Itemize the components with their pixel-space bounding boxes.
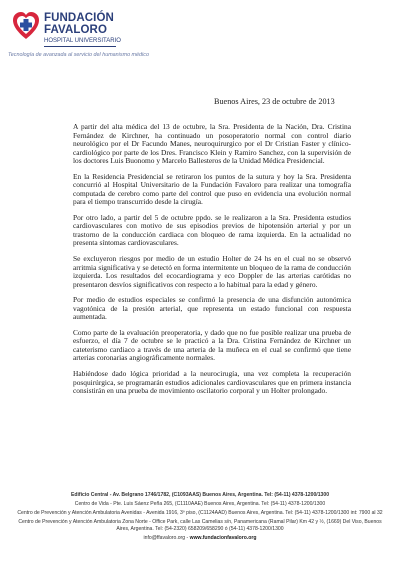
letter-body xyxy=(73,123,351,403)
paragraph: A partir del alta médica del 13 de octubre, la Sra. Presidenta de la Nación, Dra. Cristina Fernández de Kirchner, ha continuado un posoperatorio normal con control diario neurológico por el Dr Facundo Manes, neuroquirurgico por el Dr Cristian Faster y clínico-cardiológico por parte de los Dres. Francisco Klein y Ramiro Sanchez, con la supervisión de los doctores Luis Buonomo y Marcelo Ballesteros de la Unidad Médica Presidencial. xyxy=(73,122,351,165)
footer-website-link[interactable]: www.fundacionfavaloro.org xyxy=(189,535,257,542)
footer-contact xyxy=(8,534,392,543)
paragraph: Como parte de la evaluación preoperatoria, y dado que no fue posible realizar una prueba de esfuerzo, el día 7 de octubre se le practicó a la Dra. Cristina Fernández de Kirchner un cateterismo cardiaco a través de una arteria de la muñeca en el cual se confirmó que tiene arterias coronarias angiográficamente normales. xyxy=(73,327,351,363)
letter-date: Buenos Aires, 23 de octubre de 2013 xyxy=(214,97,335,106)
footer-address-central: Edificio Central - Av. Belgrano 1746/1782, (C1093AAS) Buenos Aires, Argentina. Tel: (54-11) 4378-1200/1300 xyxy=(70,492,330,498)
organization-name-line2: FAVALORO xyxy=(44,24,107,36)
footer-separator: - xyxy=(185,535,190,542)
letter-footer xyxy=(8,491,392,543)
paragraph: Se excluyeron riesgos por medio de un estudio Holter de 24 hs en el cual no se observó arritmia significativa y se detectó en forma intermitente un bloqueo de la rama de conducción izquierda. Los resultados del ecocardiograma y eco Doppler de las arterias carótidas no presentaron desvíos significativos con respecto a lo habitual para la edad y género. xyxy=(73,254,351,289)
footer-address-prevencion: Centro de Prevención y Atención Ambulatoria Avenidas - Avenida 1916, 3º piso, (C1124AAD) Buenos Aires, Argentina. Tel: (54-11) 4378-1200/1300 int: 7900 al 32 xyxy=(17,509,383,516)
organization-subtitle: HOSPITAL UNIVERSITARIO xyxy=(44,38,121,44)
organization-name xyxy=(44,12,114,36)
tagline: Tecnología de avanzada al servicio del humanismo médico xyxy=(8,52,149,58)
footer-address-zona-norte: Centro de Prevención y Atención Ambulatoria Zona Norte - Office Park, calle Las Camelias s/n, Panamericana (Ramal Pilar) Km 42 y ½, (1669) Del Viso, Buenos Aires, Argentina. Tel: (54-2320) 658209/658290 ó (54-11) 4378-1200/1300 xyxy=(18,518,382,532)
paragraph: Habiéndose dado lógica prioridad a la neurocirugía, una vez completa la recuperación posquirúrgica, se programarán estudios adicionales cardiovasculares que en primera instancia consistirán en una prueba de movimiento oscilatorio corporal y un Holter prolongado. xyxy=(73,369,351,396)
header-divider xyxy=(44,46,116,47)
footer-email-link[interactable]: info@ffavaloro.org xyxy=(143,535,186,542)
paragraph: En la Residencia Presidencial se retiraron los puntos de la sutura y hoy la Sra. Presidenta concurrió al Hospital Universitario de la Fundación Favaloro para realizar una tomografía computada de cerebro como parte del control que puso en evidencia una evolución normal para el tiempo transcurrido desde la cirugía. xyxy=(73,171,351,207)
paragraph: Por medio de estudios especiales se confirmó la presencia de una disfunción autonómica vagotónica de la presión arterial, que representa un estado funcional con respuesta aumentada. xyxy=(73,295,351,322)
organization-name-line1: FUNDACIÓN xyxy=(44,12,114,24)
heart-cross-logo-icon xyxy=(12,10,40,42)
footer-address-vida: Centro de Vida - Pte. Luis Sáenz Peña 265, (C1110AAE) Buenos Aires, Argentina. Tel: (54-11) 4378-1200/1300 xyxy=(74,500,326,507)
paragraph: Por otro lado, a partir del 5 de octubre ppdo. se le realizaron a la Sra. Presidenta estudios cardiovasculares con motivo de sus episodios previos de hipotensión arterial y por un trastorno de la conducción cardiaca con bloqueo de rama izquierda. En la actualidad no presenta síntomas cardiovasculares. xyxy=(73,212,351,248)
